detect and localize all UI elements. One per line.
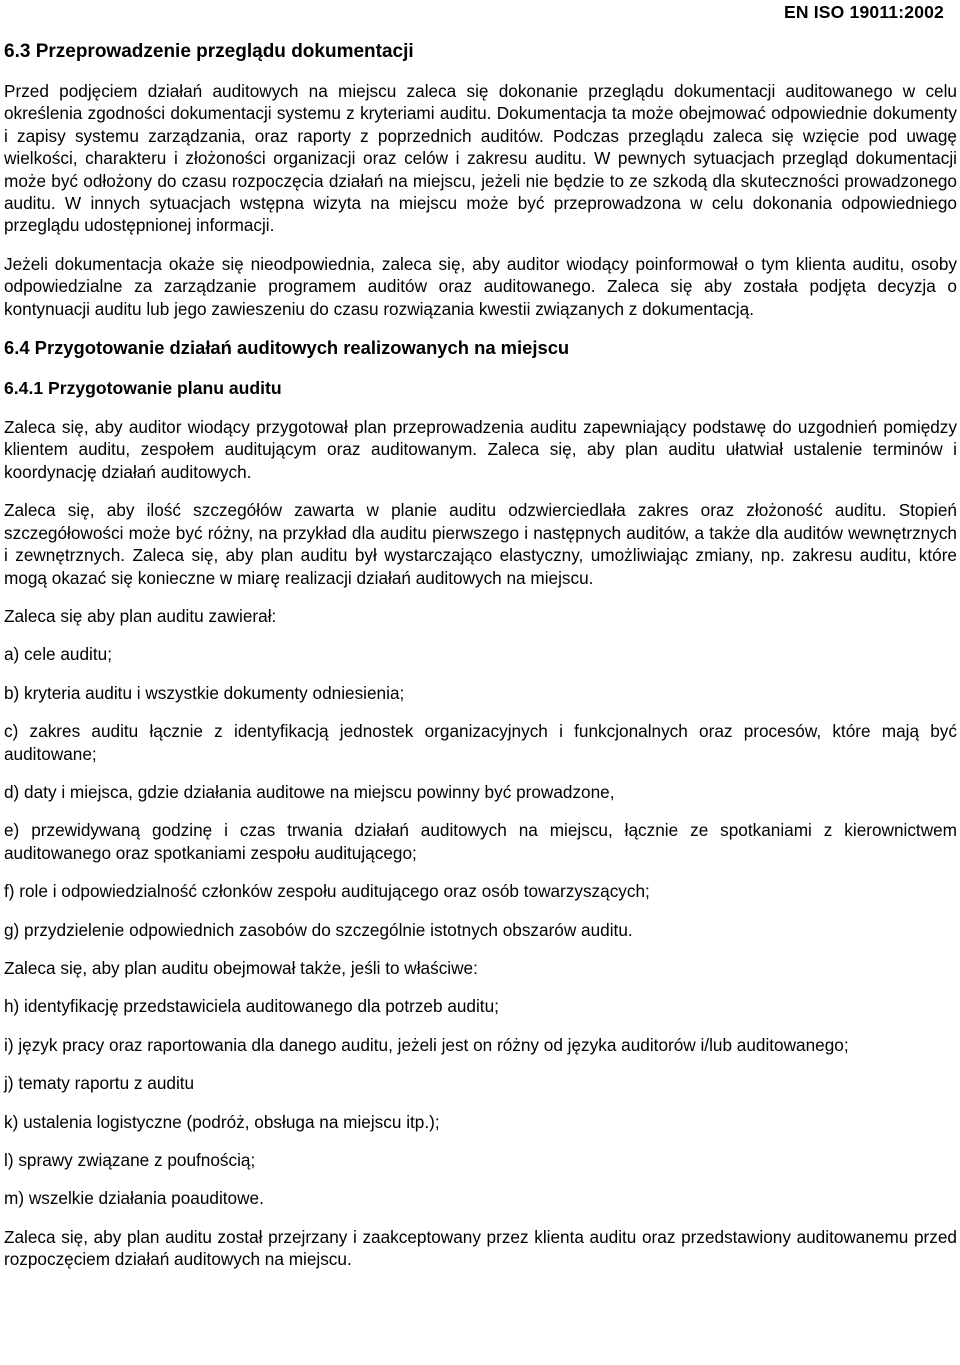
section-6-3-paragraph-2: Jeżeli dokumentacja okaże się nieodpowiednia, zaleca się, aby auditor wiodący poinformował o tym klienta auditu, osoby odpowiedzialne za zarządzanie programem auditów oraz auditowanego. Zaleca się aby została podjęta decyzja o kontynuacji auditu lub jego zawieszeniu do czasu rozwiązania kwestii związanych z dokumentacją.: [4, 253, 957, 319]
section-6-4-1-paragraph-1: Zaleca się, aby auditor wiodący przygotował plan przeprowadzenia auditu zapewniający podstawę do uzgodnień pomiędzy klientem auditu, zespołem auditującym oraz auditowanym. Zaleca się, aby plan auditu ułatwiał ustalenie terminów i koordynację działań auditowych.: [4, 417, 957, 482]
section-6-3-paragraph-1: Przed podjęciem działań auditowych na miejscu zaleca się dokonanie przeglądu dokumentacji auditowanego w celu określenia zgodności dokumentacji systemu z kryteriami auditu. Dokumentacja ta może obejmować odpowiednie dokumenty i zapisy systemu zarządzania, oraz raporty z poprzednich auditów. Podczas przeglądu zaleca się wzięcie pod uwagę wielkości, charakteru i złożoności organizacji oraz celów i zakresu auditu. W pewnych sytuacjach przegląd dokumentacji może być odłożony do czasu rozpoczęcia działań na miejscu, jeżeli nie będzie to ze szkodą dla skuteczności prowadzonego auditu. W innych sytuacjach wstępna wizyta na miejscu może być przeprowadzona w celu dokonania odpowiedniego przeglądu udostępnionej informacji.: [4, 81, 957, 236]
standard-number: EN ISO 19011:2002: [783, 2, 944, 22]
list-item-j: j) tematy raportu z auditu: [4, 1073, 195, 1094]
list-item-d: d) daty i miejsca, gdzie działania auditowe na miejscu powinny być prowadzone,: [4, 781, 615, 802]
section-6-4-1-paragraph-2: Zaleca się, aby ilość szczegółów zawarta w planie auditu odzwierciedlała zakres oraz złożoność auditu. Stopień szczegółowości może być różny, na przykład dla auditu pierwszego i następnych auditów, a także dla auditów wewnętrznych i zewnętrznych. Zaleca się, aby plan auditu był wystarczająco elastyczny, umożliwiając zmiany, np. zakresu auditu, które mogą okazać się konieczne w miarę realizacji działań auditowych na miejscu.: [4, 500, 957, 588]
list-item-a: a) cele auditu;: [4, 644, 112, 665]
section-6-3-heading: 6.3 Przeprowadzenie przeglądu dokumentacji: [4, 41, 414, 62]
list-item-k: k) ustalenia logistyczne (podróż, obsługa na miejscu itp.);: [4, 1111, 440, 1132]
list-item-m: m) wszelkie działania poauditowe.: [4, 1188, 264, 1209]
closing-paragraph: Zaleca się, aby plan auditu został przejrzany i zaakceptowany przez klienta auditu oraz przedstawiony auditowanemu przed rozpoczęciem działań auditowych na miejscu.: [4, 1226, 957, 1270]
list-item-l: l) sprawy związane z poufnością;: [4, 1150, 256, 1170]
list-item-h: h) identyfikację przedstawiciela auditowanego dla potrzeb auditu;: [4, 996, 499, 1017]
list-item-c: c) zakres auditu łącznie z identyfikacją jednostek organizacyjnych i funkcjonalnych oraz procesów, które mają być auditowane;: [4, 721, 957, 764]
plan-contents-intro: Zaleca się aby plan auditu zawierał:: [4, 605, 277, 626]
list-item-b: b) kryteria auditu i wszystkie dokumenty odniesienia;: [4, 682, 405, 703]
list-item-g: g) przydzielenie odpowiednich zasobów do szczególnie istotnych obszarów auditu.: [4, 919, 633, 940]
list-item-f: f) role i odpowiedzialność członków zespołu auditującego oraz osób towarzyszących;: [4, 881, 650, 902]
section-6-4-heading: 6.4 Przygotowanie działań auditowych realizowanych na miejscu: [4, 337, 570, 359]
document-body: [4, 40, 957, 1271]
section-6-4-1-heading: 6.4.1 Przygotowanie planu auditu: [4, 378, 282, 399]
list-item-e: e) przewidywaną godzinę i czas trwania działań auditowych na miejscu, łącznie ze spotkaniami z kierownictwem auditowanego oraz spotkaniami zespołu auditującego;: [4, 820, 957, 863]
plan-also-intro: Zaleca się, aby plan auditu obejmował także, jeśli to właściwe:: [4, 957, 478, 978]
list-item-i: i) język pracy oraz raportowania dla danego auditu, jeżeli jest on różny od języka auditorów i/lub auditowanego;: [4, 1034, 849, 1055]
